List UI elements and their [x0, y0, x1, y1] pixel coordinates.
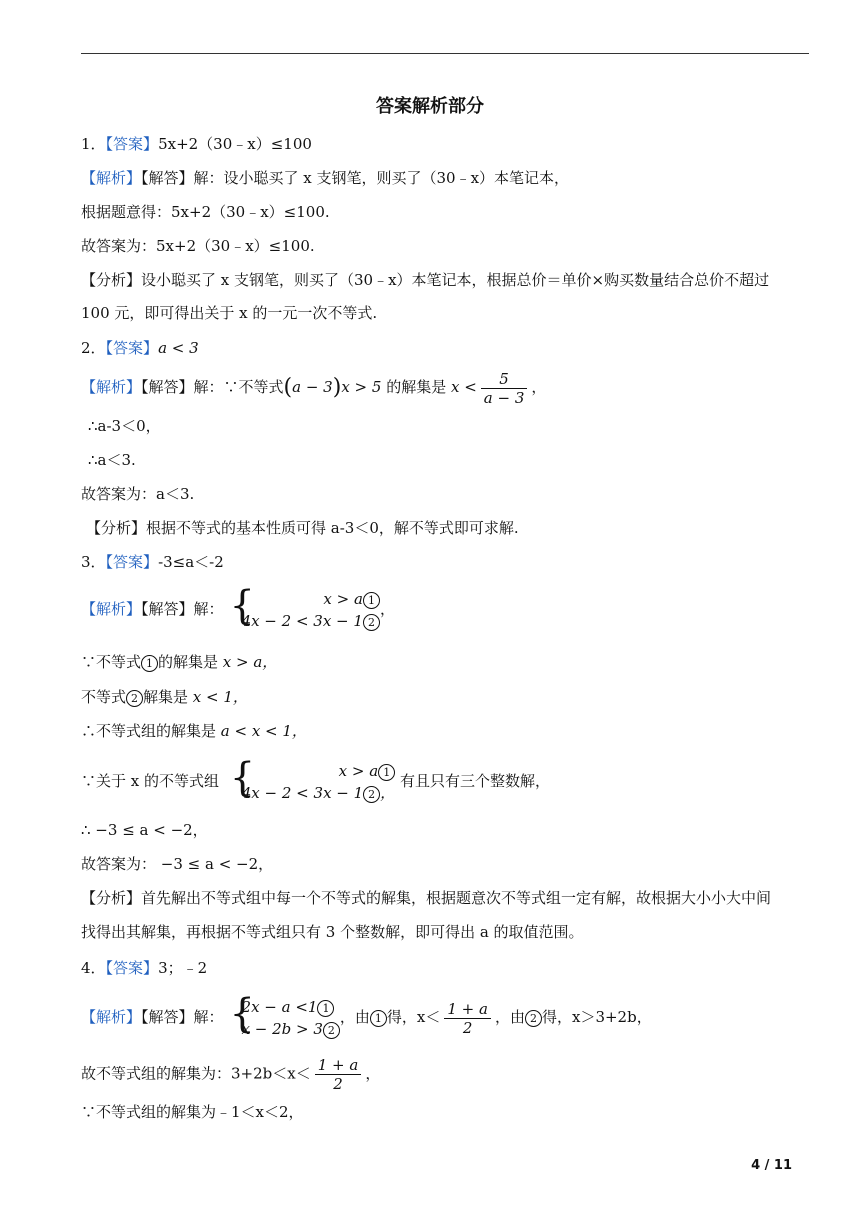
circle-2-icon: 2 — [363, 614, 380, 631]
q1-answer-tag: 【答案】 — [105, 135, 159, 153]
q4-solution-pre: 【解答】解： — [141, 1008, 224, 1026]
q3-solution-line — [81, 583, 395, 632]
q3-analysis-line2: 找得出其解集，再根据不等式组只有 3 个整数解，即可得出 a 的取值范围。 — [81, 923, 584, 941]
q3-line5 — [81, 755, 550, 804]
q4-fraction-2 — [315, 1056, 362, 1093]
q2-solution-line: 【解析】【解答】解：∵不等式(a − 3)x > 5 的解集是 x < $\frac{5}{a - 3}$ ， — [81, 369, 547, 407]
q3-solution-post: ， — [379, 600, 395, 618]
q4-line1-a: ，由 — [339, 1008, 370, 1026]
q4-fraction — [444, 1000, 491, 1037]
q3-inequality-system: { x > a 1 4x − 2 < 3x − 1 2 — [230, 588, 380, 632]
q3-number: 3． — [81, 553, 106, 571]
q1-analysis-line: 【分析】设小聪买了 x 支钢笔，则买了（30﹣x）本笔记本，根据总价＝单价×购买数量结合总价不超过 — [81, 271, 770, 289]
q3-line2 — [81, 652, 277, 672]
q3-line4-expr: a < x < 1， — [220, 722, 307, 740]
q1-analysis-line2: 100 元，即可得出关于 x 的一元一次不等式. — [81, 304, 378, 322]
q4-line2-post: ， — [365, 1064, 381, 1083]
q3-answer-line — [81, 552, 224, 572]
q4-answer-tag: 【答案】 — [105, 959, 159, 977]
q4-line3: ∵不等式组的解集为﹣1＜x＜2， — [81, 1103, 304, 1121]
q1-solution-text: 【解答】解：设小聪买了 x 支钢笔，则买了（30﹣x）本笔记本， — [141, 169, 570, 187]
q4-frac-den: 2 — [462, 1018, 473, 1037]
q4-answer: 3；﹣2 — [158, 959, 208, 977]
q1-line3: 故答案为：5x+2（30﹣x）≤100. — [81, 237, 315, 255]
circle-1-icon: 1 — [378, 764, 395, 781]
q2-analysis-tag: 【解析】 — [81, 378, 142, 396]
circle-2-icon: 2 — [126, 690, 143, 707]
q2-line3: ∴a＜3. — [88, 451, 136, 469]
q3-line2-mid: 的解集是 — [158, 653, 223, 671]
q2-line4: 故答案为：a＜3. — [81, 485, 195, 503]
circle-1-icon: 1 — [370, 1010, 387, 1027]
q3-line3 — [81, 687, 248, 707]
q3-answer-tag: 【答案】 — [105, 553, 159, 571]
q3-line2-expr: x > a， — [222, 653, 278, 671]
q2-expr-x: x < — [450, 378, 477, 396]
q4-line1-d: 得，x＞3+2b， — [541, 1008, 652, 1026]
q3-line7: 故答案为： −3 ≤ a < −2， — [81, 855, 274, 873]
q3-sys2-row1: x > a — [338, 762, 379, 780]
q3-line4 — [81, 721, 307, 741]
q4-number: 4． — [81, 959, 106, 977]
q3-analysis-line: 【分析】首先解出不等式组中每一个不等式的解集，根据题意次不等式组一定有解，故根据大小小大中间 — [81, 889, 772, 907]
q4-line1-c: ，由 — [494, 1008, 525, 1026]
q2-answer: a < 3 — [158, 339, 199, 357]
q3-solution-pre: 【解答】解： — [141, 600, 224, 618]
q1-answer: 5x+2（30﹣x）≤100 — [158, 135, 312, 153]
q4-inequality-system: { 2x − a <1 1 x − 2b > 3 2 — [230, 996, 340, 1040]
q4-frac-num: 1 + a — [444, 1000, 491, 1019]
q2-solution-pre: 【解答】解：∵不等式 — [141, 378, 284, 396]
q4-frac2-den: 2 — [333, 1075, 343, 1093]
q3-line3-mid: 解集是 — [143, 688, 193, 706]
q4-answer-line — [81, 958, 207, 978]
circle-1-icon: 1 — [317, 1000, 334, 1017]
q2-solution-post: ， — [531, 378, 547, 396]
q4-sys-row2: x − 2b > 3 — [241, 1020, 323, 1038]
q2-number: 2． — [81, 339, 106, 357]
header-rule — [81, 53, 809, 54]
q4-analysis-tag: 【解析】 — [81, 1008, 142, 1026]
circle-1-icon: 1 — [141, 655, 158, 672]
q2-expr-b: x > 5 — [341, 378, 382, 396]
q2-line2: ∴a-3＜0， — [88, 417, 161, 435]
q2-analysis-line: 【分析】根据不等式的基本性质可得 a-3＜0，解不等式即可求解. — [86, 519, 519, 537]
page-title: 答案解析部分 — [376, 96, 484, 117]
q4-solution-line — [81, 991, 652, 1040]
q3-line6: ∴ −3 ≤ a < −2， — [81, 821, 208, 839]
q3-sys-row1: x > a — [323, 590, 363, 608]
q3-line5-post: 有且只有三个整数解， — [395, 772, 550, 790]
q2-fraction — [481, 370, 528, 407]
q3-analysis-tag: 【解析】 — [81, 600, 142, 618]
q4-line2 — [81, 1056, 380, 1093]
q1-answer-line — [81, 134, 312, 154]
q3-line4-pre: ∴不等式组的解集是 — [81, 722, 221, 740]
q1-number: 1． — [81, 135, 106, 153]
q4-line2-pre: 故不等式组的解集为：3+2b＜x＜ — [81, 1064, 311, 1083]
q3-line2-pre: ∵不等式 — [81, 653, 142, 671]
q1-solution-line — [81, 168, 569, 188]
q1-line2: 根据题意得：5x+2（30﹣x）≤100. — [81, 203, 330, 221]
q3-line5-pre: ∵关于 x 的不等式组 — [81, 772, 224, 790]
q4-frac2-num: 1 + a — [315, 1056, 362, 1075]
circle-2-icon: 2 — [323, 1022, 340, 1039]
q4-sys-row1: 2x − a <1 — [241, 998, 318, 1016]
circle-2-icon: 2 — [525, 1010, 542, 1027]
q2-answer-line — [81, 338, 199, 358]
q3-line3-pre: 不等式 — [81, 688, 127, 706]
q3-line3-expr: x < 1， — [192, 688, 248, 706]
q1-analysis-tag: 【解析】 — [81, 169, 142, 187]
circle-1-icon: 1 — [363, 592, 380, 609]
q2-solution-mid: 的解集是 — [381, 378, 451, 396]
circle-2-icon: 2 — [363, 786, 380, 803]
q2-frac-num: 5 — [481, 370, 528, 389]
q4-line1-b: 得，x＜ — [386, 1008, 441, 1026]
q3-sys-row2: 4x − 2 < 3x − 1 — [241, 612, 363, 630]
q3-inequality-system-2: { x > a 1 4x − 2 < 3x − 1 2 ， — [229, 755, 396, 802]
q3-answer: -3≤a＜-2 — [158, 553, 224, 571]
q2-answer-tag: 【答案】 — [105, 339, 159, 357]
q3-sys2-row2: 4x − 2 < 3x − 1 — [241, 784, 364, 802]
q2-expr-a: a − 3 — [292, 378, 333, 396]
q2-frac-den: a − 3 — [483, 388, 525, 407]
page-number: 4 / 11 — [751, 1158, 792, 1173]
